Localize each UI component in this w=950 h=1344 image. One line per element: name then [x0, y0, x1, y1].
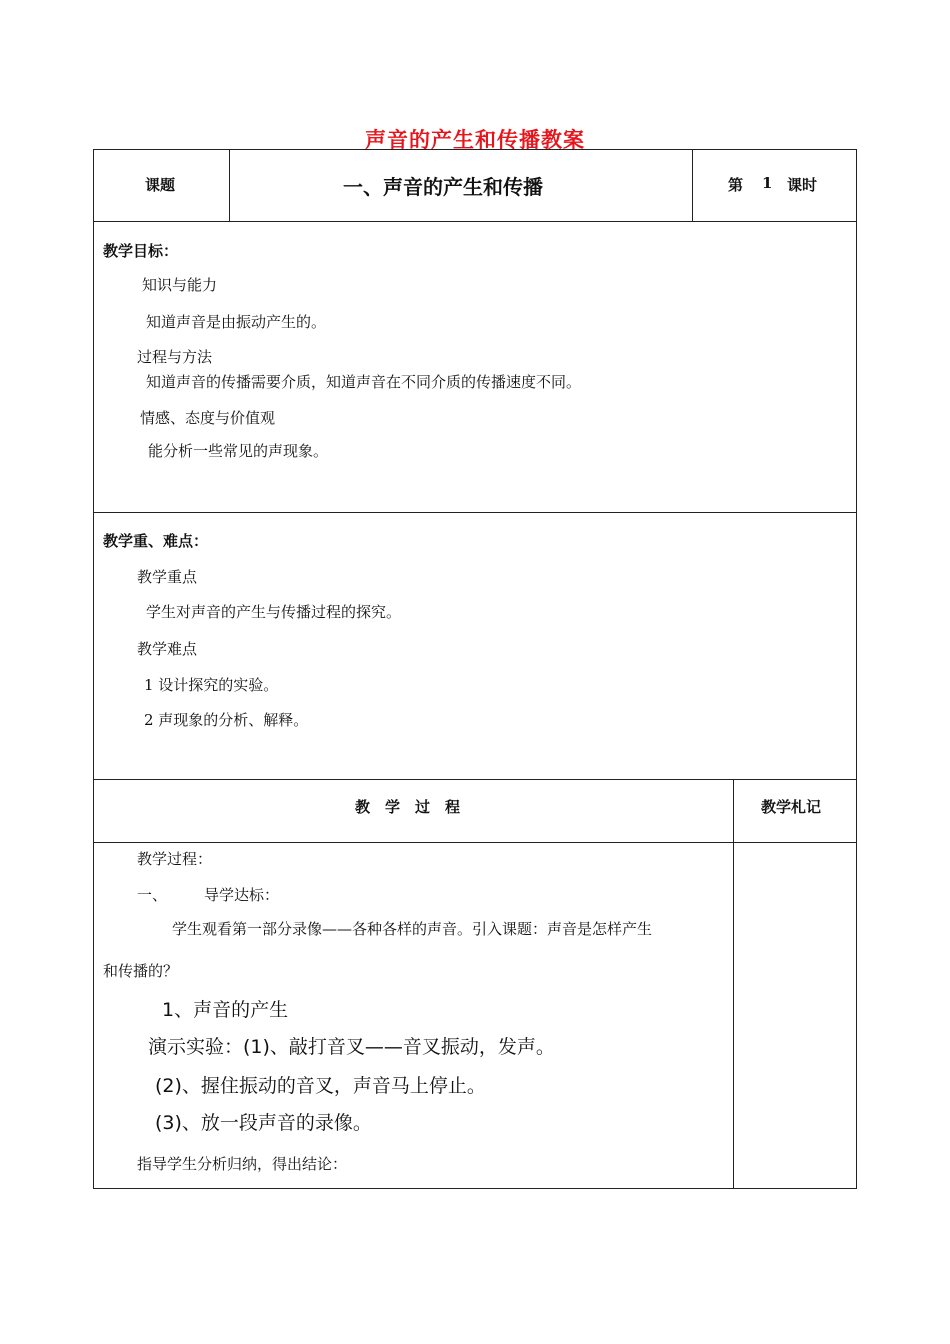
- objectives-heading: 教学目标：: [103, 242, 179, 260]
- process-header-divider: [93, 842, 857, 843]
- process-label: 过程与方法: [137, 348, 213, 366]
- period-prefix: 第: [728, 176, 744, 194]
- knowledge-text: 知道声音是由振动产生的。: [146, 313, 327, 331]
- notes-column-header: 教学札记: [761, 798, 822, 816]
- key-points-section: [93, 512, 857, 780]
- header-divider-1: [229, 149, 230, 222]
- header-divider-2: [692, 149, 693, 222]
- paragraph-line-1: 学生观看第一部分录像——各种各样的声音。引入课题：声音是怎样产生: [172, 920, 653, 938]
- demo-line-3: (3)、放一段声音的录像。: [155, 1112, 372, 1134]
- step-label: 导学达标：: [204, 886, 280, 904]
- demo-line-2: (2)、握住振动的音叉，声音马上停止。: [155, 1075, 486, 1097]
- paragraph-line-2: 和传播的？: [103, 962, 179, 980]
- key-points-heading: 教学重、难点：: [103, 532, 209, 550]
- step-number: 一、: [137, 886, 168, 904]
- process-intro-label: 教学过程：: [137, 850, 213, 868]
- difficulty-item-2: 2 声现象的分析、解释。: [144, 711, 309, 729]
- section-heading: 1、声音的产生: [162, 999, 289, 1021]
- process-text: 知道声音的传播需要介质，知道声音在不同介质的传播速度不同。: [146, 373, 582, 391]
- emotion-text: 能分析一些常见的声现象。: [148, 442, 329, 460]
- difficulty-label: 教学难点: [137, 640, 198, 658]
- period-number: 1: [762, 174, 773, 192]
- knowledge-label: 知识与能力: [142, 276, 218, 294]
- emotion-label: 情感、态度与价值观: [140, 409, 276, 427]
- period-suffix: 课时: [787, 176, 818, 194]
- process-column-header: 教 学 过 程: [355, 798, 461, 816]
- focus-label: 教学重点: [137, 568, 198, 586]
- difficulty-item-1: 1 设计探究的实验。: [144, 676, 279, 694]
- topic-label: 课题: [145, 176, 176, 194]
- lesson-title: 一、声音的产生和传播: [343, 175, 543, 199]
- focus-text: 学生对声音的产生与传播过程的探究。: [146, 603, 402, 621]
- objectives-section: [93, 221, 857, 513]
- document-title: 声音的产生和传播教案: [365, 127, 585, 152]
- conclusion-line: 指导学生分析归纳，得出结论：: [137, 1155, 348, 1173]
- process-column-divider: [733, 779, 734, 1189]
- demo-line-1: 演示实验：(1)、敲打音叉——音叉振动，发声。: [148, 1036, 555, 1058]
